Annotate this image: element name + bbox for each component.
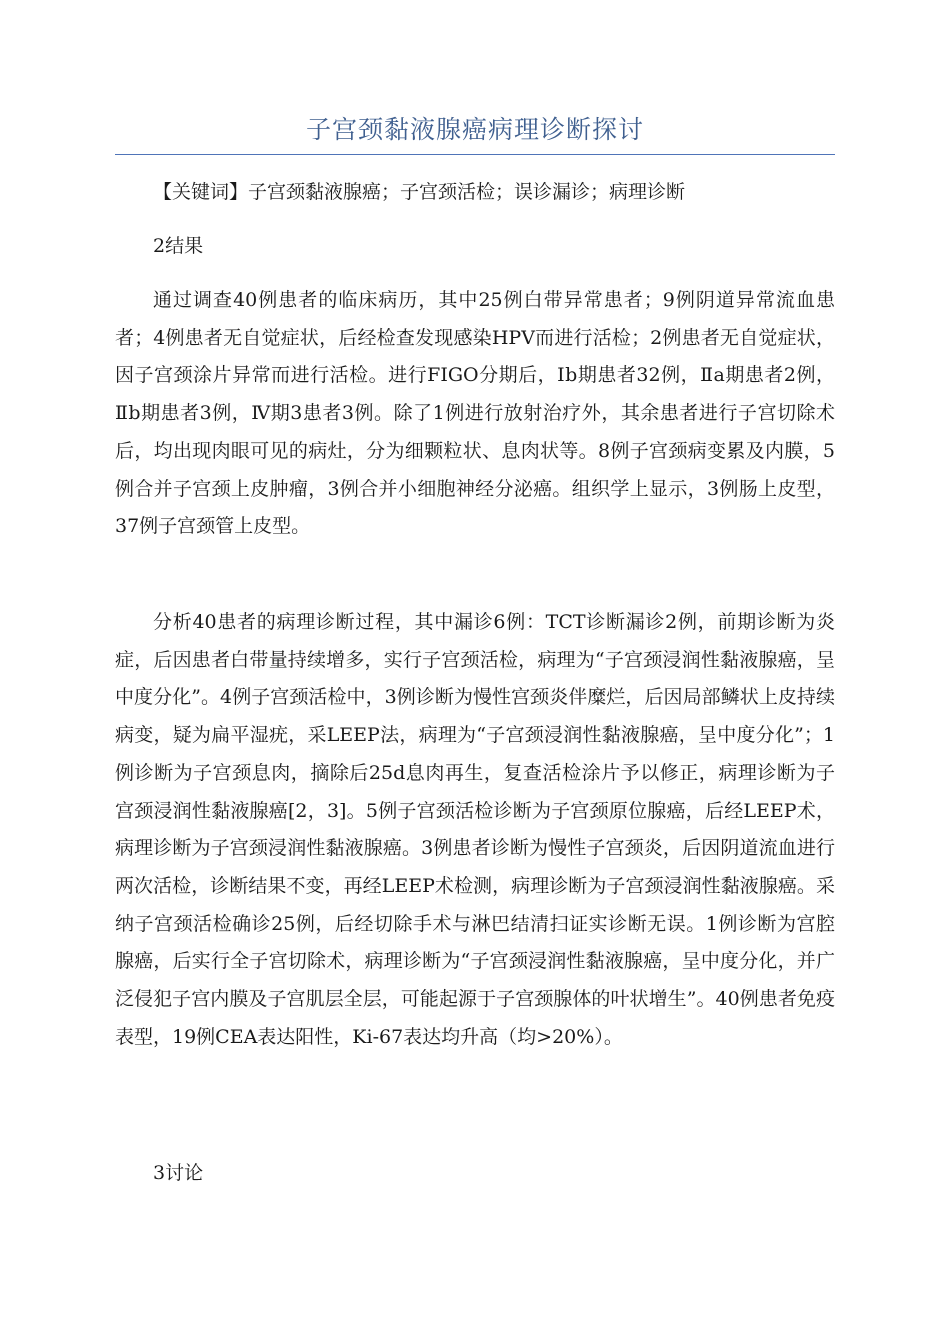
results-paragraph-1: 通过调查40例患者的临床病历，其中25例白带异常患者；9例阴道异常流血患者；4例患者无自觉症状，后经检查发现感染HPV而进行活检；2例患者无自觉症状，因子宫颈涂片异常而进行活检。进行FIGO分期后，Ⅰb期患者32例，Ⅱa期患者2例，Ⅱb期患者3例，Ⅳ期3患者3例。除了1例进行放射治疗外，其余患者进行子宫切除术后，均出现肉眼可见的病灶，分为细颗粒状、息肉状等。8例子宫颈病变累及内膜，5例合并子宫颈上皮肿瘤，3例合并小细胞神经分泌癌。组织学上显示，3例肠上皮型，37例子宫颈管上皮型。	[115, 289, 835, 538]
title-underline-rule	[115, 154, 835, 155]
document-title: 子宫颈黏液腺癌病理诊断探讨	[305, 115, 644, 144]
results-paragraph-2: 分析40患者的病理诊断过程，其中漏诊6例：TCT诊断漏诊2例，前期诊断为炎症，后因患者白带量持续增多，实行子宫颈活检，病理为“子宫颈浸润性黏液腺癌，呈中度分化”。4例子宫颈活检中，3例诊断为慢性宫颈炎伴糜烂，后因局部鳞状上皮持续病变，疑为扁平湿疣，采LEEP法，病理为“子宫颈浸润性黏液腺癌，呈中度分化”；1例诊断为子宫颈息肉，摘除后25d息肉再生，复查活检涂片予以修正，病理诊断为子宫颈浸润性黏液腺癌[2，3]。5例子宫颈活检诊断为子宫颈原位腺癌，后经LEEP术，病理诊断为子宫颈浸润性黏液腺癌。3例患者诊断为慢性子宫颈炎，后因阴道流血进行两次活检，诊断结果不变，再经LEEP术检测，病理诊断为子宫颈浸润性黏液腺癌。采纳子宫颈活检确诊25例，后经切除手术与淋巴结清扫证实诊断无误。1例诊断为宫腔腺癌，后实行全子宫切除术，病理诊断为“子宫颈浸润性黏液腺癌，呈中度分化，并广泛侵犯子宫内膜及子宫肌层全层，可能起源于子宫颈腺体的叶状增生”。40例患者免疫表型，19例CEA表达阳性，Ki-67表达均升高（均>20%）。	[115, 611, 835, 1048]
section-heading-results: 2结果	[153, 235, 204, 257]
section-heading-discussion: 3讨论	[153, 1162, 204, 1184]
keywords-line: 【关键词】子宫颈黏液腺癌；子宫颈活检；误诊漏诊；病理诊断	[153, 181, 686, 203]
